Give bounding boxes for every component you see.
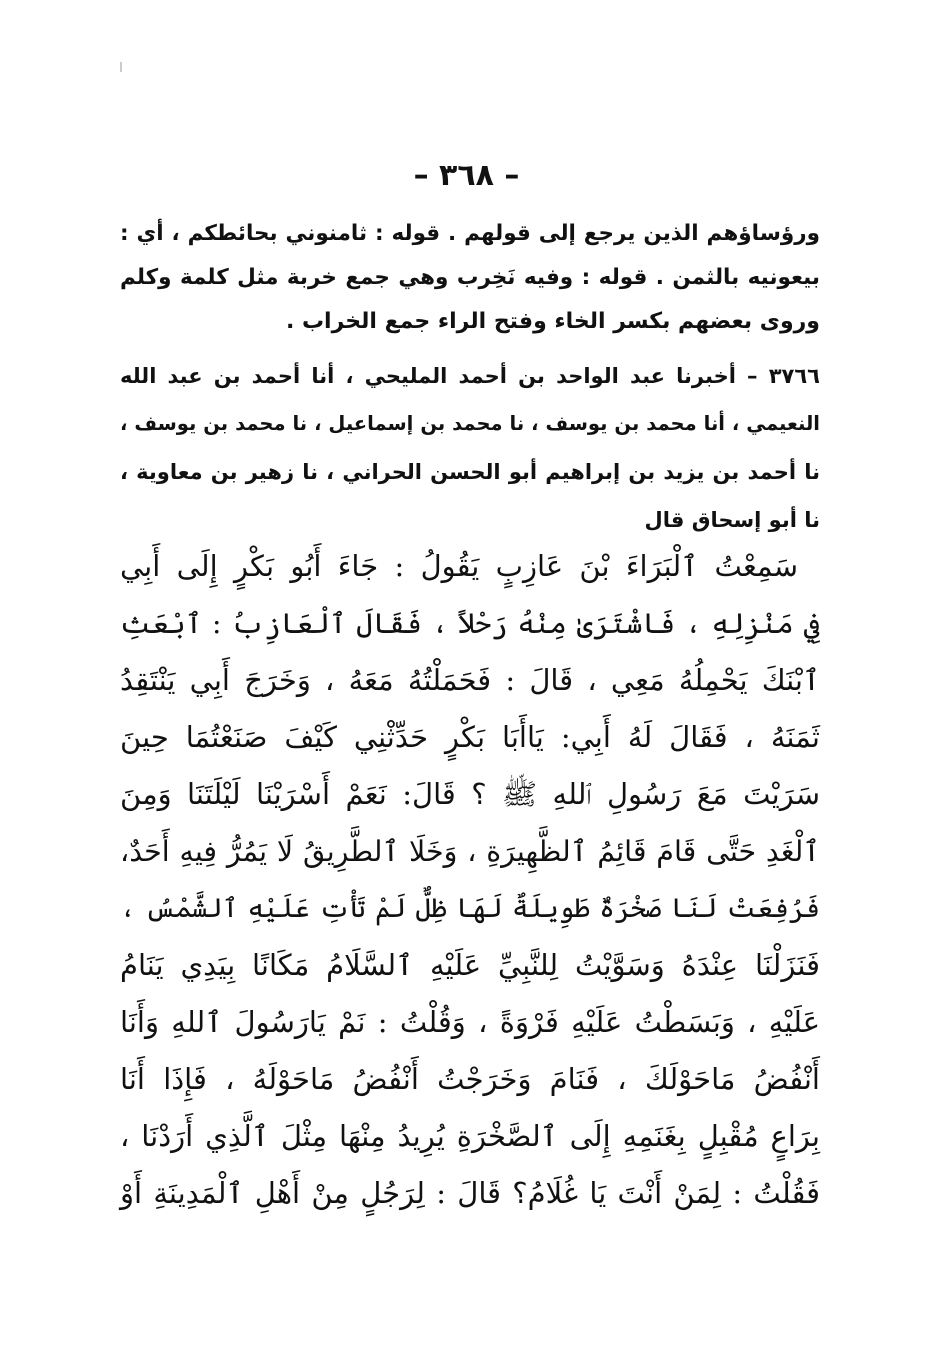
isnad-line: نا أحمد بن يزيد بن إبراهيم أبو الحسن الحراني ، نا زهير بن معاوية ، — [120, 460, 820, 484]
hadith-line: فَرُفِعَتْ لَنَا صَخْرَةٌ طَوِيلَةٌ لَهَا ظِلٌّ لَمْ تَأْتِ عَلَيْهِ ٱلشَّمْسُ ، — [120, 893, 820, 924]
hadith-line: سَرَيْتَ مَعَ رَسُولِ ٱللهِ ﷺ ؟ قَالَ: نَعَمْ أَسْرَيْنَا لَيْلَتَنَا وَمِنَ — [120, 777, 820, 811]
hadith-line: سَمِعْتُ ٱلْبَرَاءَ بْنَ عَازِبٍ يَقُولُ : جَاءَ أَبُو بَكْرٍ إِلَى أَبِي — [120, 549, 798, 583]
commentary-line: وروى بعضهم بكسر الخاء وفتح الراء جمع الخراب . — [285, 309, 820, 334]
page-number: – ٣٦٨ – — [413, 158, 520, 193]
commentary-line: بيعونيه بالثمن . قوله : وفيه نَخِرب وهي جمع خربة مثل كلمة وكلم — [120, 265, 820, 290]
hadith-line: ٱبْنَكَ يَحْمِلُهُ مَعِي ، قَالَ : فَحَمَلْتُهُ مَعَهُ ، وَخَرَجَ أَبِي يَنْتَقِدُ — [120, 663, 820, 697]
hadith-line: عَلَيْهِ ، وَبَسَطْتُ عَلَيْهِ فَرْوَةً ، وَقُلْتُ : نَمْ يَارَسُولَ ٱللهِ وَأَنَا — [120, 1005, 821, 1039]
commentary-line: ورؤساؤهم الذين يرجع إلى قولهم . قوله : ثامنوني بحائطكم ، أي : — [120, 221, 820, 246]
isnad-line: نا أبو إسحاق قال — [644, 508, 820, 532]
hadith-line: ٱلْغَدِ حَتَّى قَامَ قَائِمُ ٱلظَّهِيرَةِ ، وَخَلَا ٱلطَّرِيقُ لَا يَمُرُّ فِيهِ أَحَدٌ، — [120, 835, 820, 868]
isnad-line: النعيمي ، أنا محمد بن يوسف ، نا محمد بن إسماعيل ، نا محمد بن يوسف ، — [120, 412, 820, 435]
hadith-line: بِرَاعٍ مُقْبِلٍ بِغَنَمِهِ إِلَى ٱلصَّخْرَةِ يُرِيدُ مِنْهَا مِثْلَ ٱلَّذِي أَرَدْنَا ، — [120, 1119, 820, 1153]
hadith-line: أَنْفُضُ مَاحَوْلَكَ ، فَنَامَ وَخَرَجْتُ أَنْفُضُ مَاحَوْلَهُ ، فَإِذَا أَنَا — [120, 1062, 820, 1096]
isnad-line: ٣٧٦٦ – أخبرنا عبد الواحد بن أحمد المليحي ، أنا أحمد بن عبد الله — [120, 364, 820, 388]
isnad-block — [120, 352, 820, 544]
hadith-line: فَقُلْتُ : لِمَنْ أَنْتَ يَا غُلَامُ؟ قَالَ : لِرَجُلٍ مِنْ أَهْلِ ٱلْمَدِينَةِ أَوْ — [120, 1176, 820, 1210]
hadith-text-block — [120, 538, 820, 1222]
hadith-line: فِي مَنْزِلِهِ ، فَاشْتَرَىٰ مِنْهُ رَحْلاً ، فَقَالَ ٱلْعَازِبُ : ٱبْعَثِ — [120, 607, 820, 640]
commentary-block — [120, 212, 820, 344]
margin-mark — [120, 62, 122, 72]
hadith-line: ثَمَنَهُ ، فَقَالَ لَهُ أَبِي: يَاأَبَا بَكْرٍ حَدِّثْنِي كَيْفَ صَنَعْتُمَا حِينَ — [120, 720, 820, 754]
hadith-line: فَنَزَلْنَا عِنْدَهُ وَسَوَّيْتُ لِلنَّبِيِّ عَلَيْهِ ٱلسَّلَامُ مَكَانًا بِيَدِي يَنَامُ — [120, 948, 820, 982]
